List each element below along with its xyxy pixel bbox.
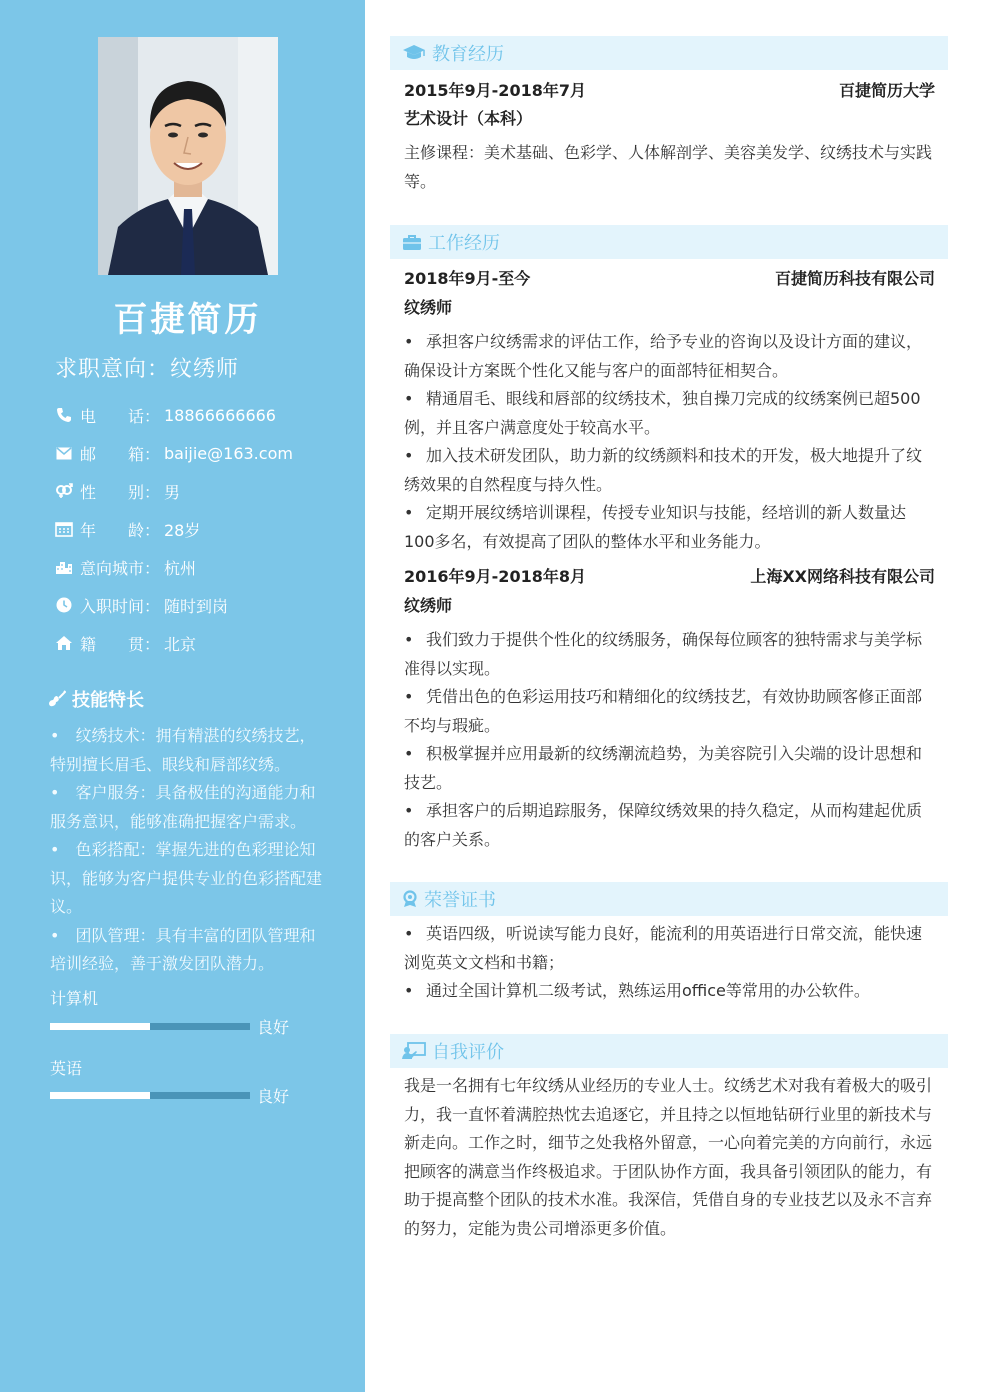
job-bullets	[404, 626, 936, 854]
award-icon	[402, 890, 418, 908]
section-title: 自我评价	[432, 1042, 504, 1063]
mail-icon	[54, 444, 74, 462]
info-label: 性 别：	[80, 482, 161, 502]
bullet-text: 加入技术研发团队，助力新的纹绣颜料和技术的开发，极大地提升了纹绣效果的自然程度与持久性。	[404, 446, 923, 494]
home-icon	[54, 634, 74, 652]
language-name: 计算机	[50, 989, 99, 1008]
info-value: 北京	[164, 634, 197, 654]
bullet-text: 承担客户纹绣需求的评估工作，给予专业的咨询以及设计方面的建议，确保设计方案既个性化又能与客户的面部特征相契合。	[404, 332, 923, 380]
language-level: 良好	[257, 1018, 290, 1037]
education-period: 2015年9月-2018年7月	[404, 81, 586, 100]
clock-icon	[54, 596, 74, 614]
info-label: 电 话：	[80, 406, 161, 426]
skill-item: • 纹绣技术：拥有精湛的纹绣技艺，特别擅长眉毛、眼线和唇部纹绣。	[50, 726, 316, 774]
candidate-name: 百捷简历	[113, 300, 262, 340]
education-courses	[404, 139, 936, 196]
bullet-text: 积极掌握并应用最新的纹绣潮流趋势，为美容院引入尖端的设计思想和技艺。	[404, 744, 923, 792]
info-label: 邮 箱：	[80, 444, 161, 464]
info-value: 随时到岗	[164, 596, 229, 616]
self-eval-section-header	[390, 1034, 948, 1068]
skills-title-text: 技能特长	[72, 690, 144, 711]
education-major: 艺术设计（本科）	[404, 109, 533, 128]
info-hometown	[54, 631, 196, 655]
info-label: 年 龄：	[80, 520, 161, 540]
profile-photo	[98, 37, 278, 275]
info-value: 男	[164, 482, 181, 502]
job-role: 纹绣师	[404, 596, 453, 615]
section-title: 工作经历	[428, 233, 500, 254]
job-period: 2016年9月-2018年8月	[404, 567, 586, 586]
skill-item: • 客户服务：具备极佳的沟通能力和服务意识，能够准确把握客户需求。	[50, 783, 316, 831]
progress-track	[50, 1092, 250, 1099]
education-row	[404, 78, 935, 101]
guitar-icon	[48, 690, 66, 708]
info-value: baijie@163.com	[164, 443, 293, 463]
courses-text: 主修课程：美术基础、色彩学、人体解剖学、美容美发学、纹绣技术与实践等。	[404, 143, 933, 191]
progress-fill	[50, 1092, 150, 1099]
job-role: 纹绣师	[404, 298, 453, 317]
job-bullet: • 加入技术研发团队，助力新的纹绣颜料和技术的开发，极大地提升了纹绣效果的自然程度与持久性。	[404, 446, 923, 494]
info-gender	[54, 479, 180, 503]
skills-list	[50, 722, 330, 979]
honor-item: • 通过全国计算机二级考试，熟练运用office等常用的办公软件。	[404, 981, 870, 1000]
info-start-date	[54, 593, 228, 617]
skills-title	[48, 686, 144, 712]
calendar-icon	[54, 520, 74, 538]
gender-icon	[54, 482, 74, 500]
education-section-header	[390, 36, 948, 70]
job-bullet: • 凭借出色的色彩运用技巧和精细化的纹绣技艺，有效协助顾客修正面部不均与瑕疵。	[404, 687, 923, 735]
job-period: 2018年9月-至今	[404, 269, 531, 288]
bullet-text: 定期开展纹绣培训课程，传授专业知识与技能，经培训的新人数量达100多名，有效提高了团队的整体水平和业务能力。	[404, 503, 907, 551]
honors-list	[404, 920, 936, 1006]
info-email	[54, 441, 293, 465]
job-row	[404, 266, 935, 289]
language-bar-row	[50, 1084, 289, 1107]
job-bullet: • 我们致力于提供个性化的纹绣服务，确保每位顾客的独特需求与美学标准得以实现。	[404, 630, 923, 678]
job-bullet: • 精通眉毛、眼线和唇部的纹绣技术，独自操刀完成的纹绣案例已超500例，并且客户满意度处于较高水平。	[404, 389, 921, 437]
progress-fill	[50, 1023, 150, 1030]
honors-section-header	[390, 882, 948, 916]
info-value: 18866666666	[164, 405, 276, 425]
sidebar	[0, 0, 365, 1392]
job-company: 百捷简历科技有限公司	[774, 269, 935, 288]
honor-item: • 英语四级，听说读写能力良好，能流利的用英语进行日常交流，能快速浏览英文文档和书籍；	[404, 924, 923, 972]
section-title: 教育经历	[432, 44, 504, 65]
bullet-text: 我们致力于提供个性化的纹绣服务，确保每位顾客的独特需求与美学标准得以实现。	[404, 630, 923, 678]
info-city	[54, 555, 196, 579]
info-value: 28岁	[164, 520, 201, 540]
job-bullets	[404, 328, 936, 556]
skill-item: • 团队管理：具有丰富的团队管理和培训经验，善于激发团队潜力。	[50, 925, 316, 973]
job-row	[404, 564, 935, 587]
honor-text: 英语四级，听说读写能力良好，能流利的用英语进行日常交流，能快速浏览英文文档和书籍；	[404, 924, 923, 972]
self-eval-paragraph: 我是一名拥有七年纹绣从业经历的专业人士。纹绣艺术对我有着极大的吸引力，我一直怀着满腔热忱去追逐它，并且持之以恒地钻研行业里的新技术与新走向。工作之时，细节之处我格外留意，一心向着完美的方向前行，永远把顾客的满意当作终极追求。于团队协作方面，我具备引领团队的能力，有助于提高整个团队的技术水准。我深信，凭借自身的专业技艺以及永不言弃的努力，定能为贵公司增添更多价值。	[404, 1076, 933, 1238]
self-eval-text	[404, 1072, 936, 1243]
work-section-header	[390, 225, 948, 259]
job-bullet: • 承担客户的后期追踪服务，保障纹绣效果的持久稳定，从而构建起优质的客户关系。	[404, 801, 923, 849]
briefcase-icon	[402, 234, 422, 251]
bullet-text: 承担客户的后期追踪服务，保障纹绣效果的持久稳定，从而构建起优质的客户关系。	[404, 801, 923, 849]
graduation-cap-icon	[402, 44, 426, 62]
info-label: 入职时间：	[80, 596, 161, 616]
portrait-image	[98, 37, 278, 275]
bullet-text: 精通眉毛、眼线和唇部的纹绣技术，独自操刀完成的纹绣案例已超500例，并且客户满意度处于较高水平。	[404, 389, 921, 437]
job-bullet: • 定期开展纹绣培训课程，传授专业知识与技能，经培训的新人数量达100多名，有效提高了团队的整体水平和业务能力。	[404, 503, 907, 551]
language-level: 良好	[257, 1087, 290, 1106]
skill-item: • 色彩搭配：掌握先进的色彩理论知识，能够为客户提供专业的色彩搭配建议。	[50, 840, 323, 916]
city-icon	[54, 558, 74, 576]
language-bar-row	[50, 1015, 289, 1038]
job-bullet: • 积极掌握并应用最新的纹绣潮流趋势，为美容院引入尖端的设计思想和技艺。	[404, 744, 923, 792]
presenter-icon	[402, 1042, 426, 1060]
job-intent: 求职意向：纹绣师	[55, 357, 240, 382]
bullet-text: 凭借出色的色彩运用技巧和精细化的纹绣技艺，有效协助顾客修正面部不均与瑕疵。	[404, 687, 923, 735]
info-value: 杭州	[164, 558, 197, 578]
education-school: 百捷简历大学	[838, 81, 935, 100]
section-title: 荣誉证书	[424, 890, 496, 911]
info-age	[54, 517, 200, 541]
info-phone	[54, 403, 276, 427]
info-label: 意向城市：	[80, 558, 161, 578]
job-company: 上海XX网络科技有限公司	[750, 567, 935, 586]
info-label: 籍 贯：	[80, 634, 161, 654]
phone-icon	[54, 406, 74, 424]
job-bullet: • 承担客户纹绣需求的评估工作，给予专业的咨询以及设计方面的建议，确保设计方案既个性化又能与客户的面部特征相契合。	[404, 332, 923, 380]
honor-text: 通过全国计算机二级考试，熟练运用office等常用的办公软件。	[426, 981, 870, 1000]
progress-track	[50, 1023, 250, 1030]
language-name: 英语	[50, 1059, 83, 1078]
